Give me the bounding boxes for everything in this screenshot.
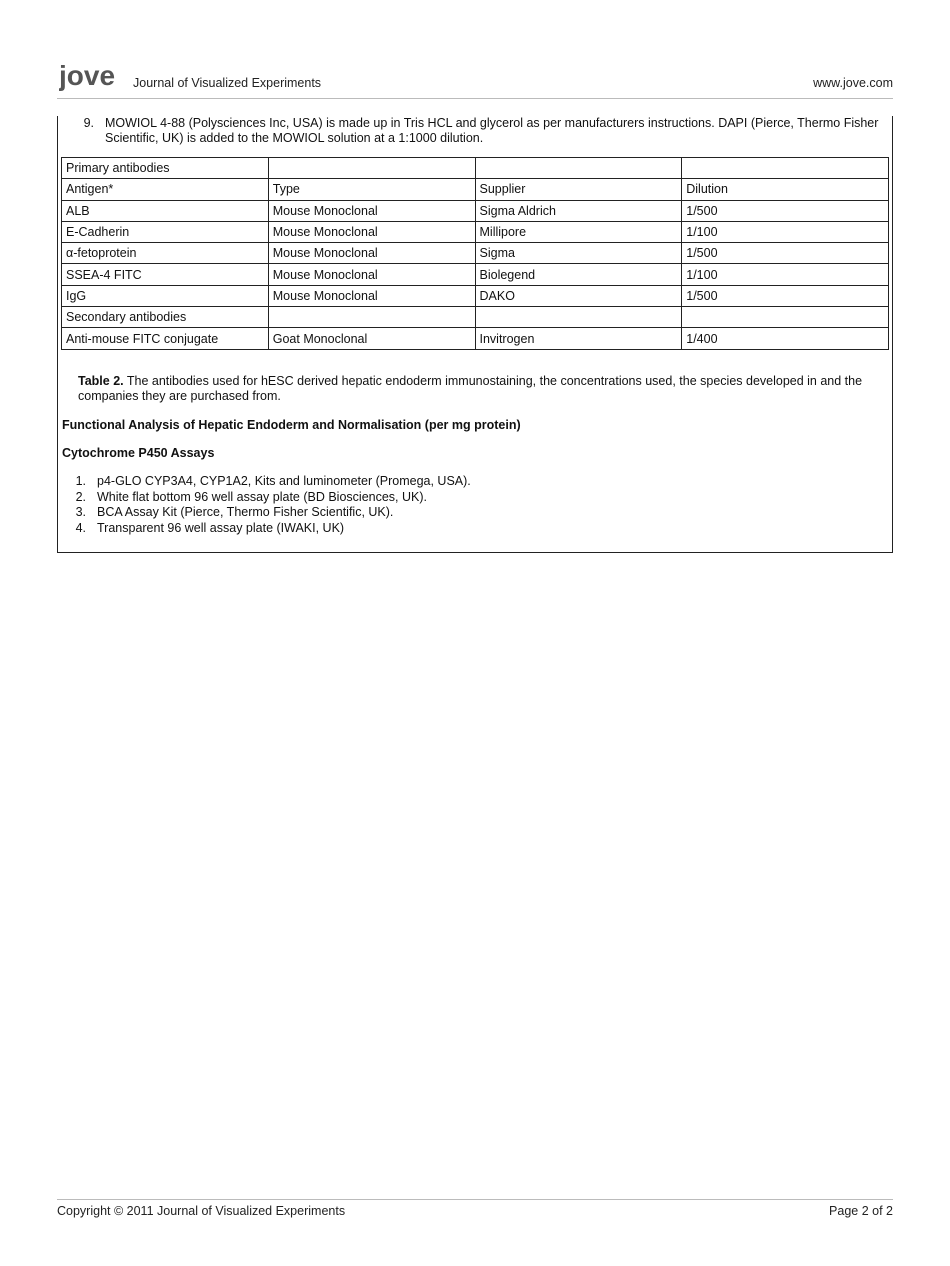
table-caption [78,374,888,404]
cytochrome-heading: Cytochrome P450 Assays [62,446,215,460]
table-row [62,328,889,349]
table-row [62,158,889,179]
article-content [57,116,893,553]
table-cell: 1/500 [682,285,889,306]
table-cell: E-Cadherin [62,221,269,242]
table-cell: 1/100 [682,221,889,242]
site-url-link[interactable]: www.jove.com [813,76,893,90]
item-number: 2. [75,489,86,504]
table-cell: Anti-mouse FITC conjugate [62,328,269,349]
protocol-step [66,116,890,146]
page-header [57,58,893,99]
table-cell [475,158,682,179]
table-cell [268,307,475,328]
table-cell: Supplier [475,179,682,200]
table-cell: 1/500 [682,200,889,221]
table-cell: Mouse Monoclonal [268,264,475,285]
table-cell: Millipore [475,221,682,242]
functional-analysis-heading: Functional Analysis of Hepatic Endoderm and Normalisation (per mg protein) [62,418,521,432]
jove-logo[interactable] [59,61,127,95]
table-cell: Mouse Monoclonal [268,285,475,306]
item-text: Transparent 96 well assay plate (IWAKI, UK) [97,520,345,535]
table-cell [268,158,475,179]
table-cell: Dilution [682,179,889,200]
item-number: 4. [75,520,86,535]
antibody-table [61,157,889,350]
page-footer [57,1199,893,1220]
table-cell: 1/500 [682,243,889,264]
table-cell: Biolegend [475,264,682,285]
list-item [62,474,471,490]
table-row [62,200,889,221]
materials-list [62,474,471,536]
step-number: 9. [83,116,94,130]
table-cell: Mouse Monoclonal [268,221,475,242]
table-cell: Antigen* [62,179,269,200]
table-row [62,221,889,242]
item-text: White flat bottom 96 well assay plate (BD Biosciences, UK). [97,489,427,504]
svg-text:jove: jove [59,61,116,91]
table-cell: 1/400 [682,328,889,349]
item-text: p4-GLO CYP3A4, CYP1A2, Kits and luminometer (Promega, USA). [97,474,471,488]
item-number: 1. [75,474,86,488]
table-cell [475,307,682,328]
step-text: MOWIOL 4-88 (Polysciences Inc, USA) is made up in Tris HCL and glycerol as per manufacturers instructions. DAPI (Pierce, Thermo Fisher Scientific, UK) is added to the MOWIOL solution at a 1:1000 dilution. [105,116,879,145]
page-number: Page 2 of 2 [829,1204,893,1218]
table-cell: Sigma [475,243,682,264]
list-item [62,490,471,506]
list-item [62,521,471,537]
table-cell: Invitrogen [475,328,682,349]
table-row [62,285,889,306]
table-cell: IgG [62,285,269,306]
list-item [62,505,471,521]
table-cell: Mouse Monoclonal [268,200,475,221]
table-cell: α-fetoprotein [62,243,269,264]
copyright: Copyright © 2011 Journal of Visualized Experiments [57,1204,346,1218]
table-cell: Mouse Monoclonal [268,243,475,264]
table-cell: DAKO [475,285,682,306]
table-row [62,179,889,200]
table-cell: Sigma Aldrich [475,200,682,221]
table-row [62,243,889,264]
journal-name: Journal of Visualized Experiments [133,76,322,90]
caption-label: Table 2. [78,374,124,388]
item-text: BCA Assay Kit (Pierce, Thermo Fisher Scientific, UK). [97,505,394,519]
caption-text: The antibodies used for hESC derived hepatic endoderm immunostaining, the concentrations used, the species developed in and the companies they are purchased from. [78,374,863,403]
table-cell: 1/100 [682,264,889,285]
table-cell: Primary antibodies [62,158,269,179]
table-row [62,264,889,285]
table-row [62,307,889,328]
table-cell [682,158,889,179]
table-cell: Type [268,179,475,200]
item-number: 3. [75,505,86,519]
table-cell: Secondary antibodies [62,307,269,328]
table-cell: SSEA-4 FITC [62,264,269,285]
table-cell: Goat Monoclonal [268,328,475,349]
table-cell: ALB [62,200,269,221]
table-cell [682,307,889,328]
